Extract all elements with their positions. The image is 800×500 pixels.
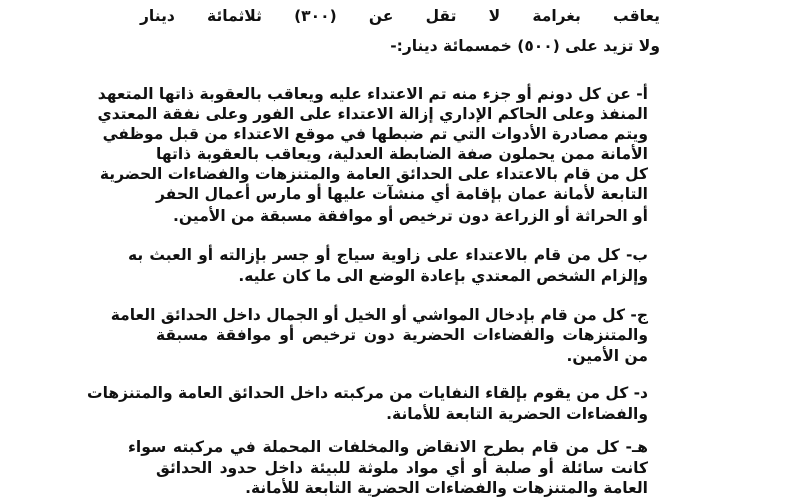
item-c-line-3: من الأمين. [566, 347, 648, 365]
intro-line-2: ولا تزيد على (٥٠٠) خمسمائة دينار:- [390, 37, 660, 55]
item-e-line-2: كانت سائلة أو صلبة أو أي مواد ملوثة للبيئة داخل حدود الحدائق [156, 459, 648, 477]
intro-line-1: يعاقب بغرامة لا تقل عن (٣٠٠) ثلاثمائة دينار [140, 7, 661, 25]
item-d-line-2: والفضاءات الحضرية التابعة للأمانة. [386, 405, 648, 423]
item-a-line-4: الأمانة ممن يحملون صفة الضابطة العدلية، ويعاقب بالعقوبة ذاتها [156, 145, 648, 163]
item-b-line-2: وإلزام الشخص المعتدي بإعادة الوضع الى ما كان عليه. [238, 267, 648, 285]
item-a-line-2: المنفذ وعلى الحاكم الإداري إزالة الاعتداء على الفور وعلى نفقة المعتدي [97, 105, 648, 123]
item-a-line-3: ويتم مصادرة الأدوات التي تم ضبطها في موقع الاعتداء من قبل موظفي [102, 125, 648, 143]
item-b-line-1: ب- كل من قام بالاعتداء على زاوية سياج أو جسر بإزالته أو العبث به [128, 246, 648, 264]
item-a-line-7: أو الحراثة أو الزراعة دون ترخيص أو موافقة مسبقة من الأمين. [173, 207, 648, 225]
item-a-line-5: كل من قام بالاعتداء على الحدائق العامة والمتنزهات والفضاءات الحضرية [99, 165, 648, 183]
item-a-line-1: أ- عن كل دونم أو جزء منه تم الاعتداء عليه ويعاقب بالعقوبة ذاتها المتعهد [97, 85, 648, 103]
item-e-line-1: هـ- كل من قام بطرح الانقاض والمخلفات المحملة في مركبته سواء [128, 438, 648, 456]
item-c-line-2: والمتنزهات والفضاءات الحضرية دون ترخيص أو موافقة مسبقة [156, 326, 648, 344]
item-c-line-1: ج- كل من قام بإدخال المواشي أو الخيل أو الجمال داخل الحدائق العامة [110, 306, 648, 324]
item-e-line-3: العامة والمتنزهات والفضاءات الحضرية التابعة للأمانة. [245, 479, 648, 497]
item-a-line-6: التابعة لأمانة عمان بإقامة أي منشآت عليها أو مارس أعمال الحفر [156, 185, 648, 203]
item-d-line-1: د- كل من يقوم بإلقاء النفايات من مركبته داخل الحدائق العامة والمتنزهات [87, 384, 648, 402]
